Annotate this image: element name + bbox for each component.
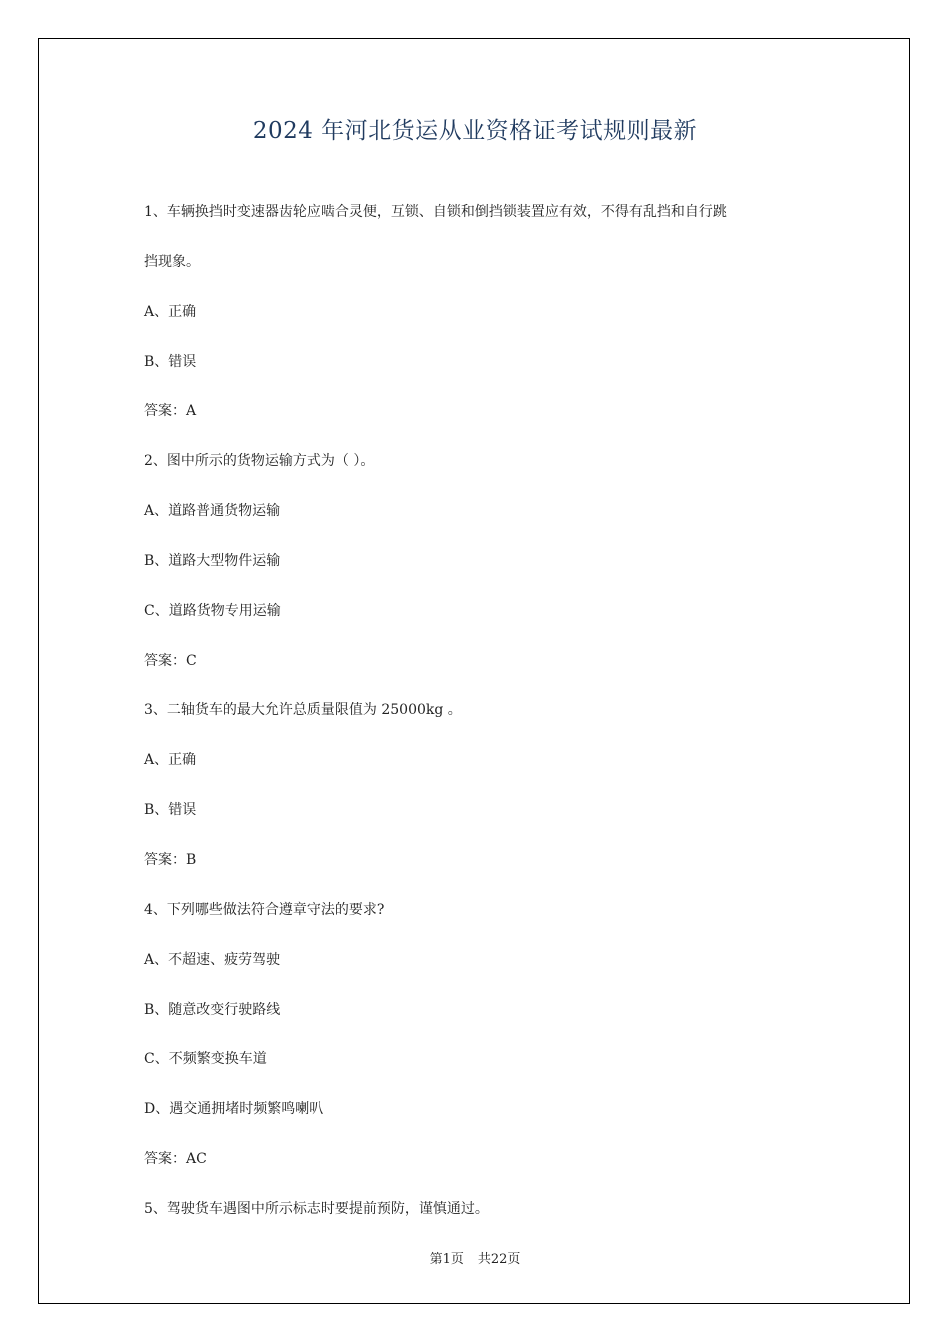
page-total: 共22页: [477, 1252, 521, 1267]
question-5-text: 5、驾驶货车遇图中所示标志时要提前预防，谨慎通过。: [144, 1200, 489, 1217]
question-4-option-c: C、不频繁变换车道: [144, 1051, 267, 1068]
question-4-answer: 答案：AC: [144, 1151, 207, 1168]
question-4-option-b: B、随意改变行驶路线: [144, 1001, 281, 1018]
question-2-answer: 答案：C: [144, 652, 197, 669]
question-2-option-b: B、道路大型物件运输: [144, 552, 281, 569]
page-footer: [0, 1248, 950, 1267]
question-2-option-a: A、道路普通货物运输: [144, 503, 281, 520]
question-4-text: 4、下列哪些做法符合遵章守法的要求?: [144, 901, 385, 918]
question-1-answer: 答案：A: [144, 403, 197, 420]
question-1-text-continued: 挡现象。: [144, 253, 200, 270]
question-3-text: 3、二轴货车的最大允许总质量限值为 25000kg 。: [144, 702, 462, 719]
question-1-option-b: B、错误: [144, 353, 197, 370]
page-number: 第1页: [429, 1252, 464, 1267]
question-list: [144, 197, 824, 1244]
question-2-option-c: C、道路货物专用运输: [144, 602, 281, 619]
question-3-option-a: A、正确: [144, 752, 197, 769]
question-3-option-b: B、错误: [144, 802, 197, 819]
question-2-text: 2、图中所示的货物运输方式为（ ）。: [144, 453, 375, 470]
question-1-text: 1、车辆换挡时变速器齿轮应啮合灵便，互锁、自锁和倒挡锁装置应有效，不得有乱挡和自行跳: [144, 204, 727, 220]
question-1-option-a: A、正确: [144, 303, 197, 320]
question-3-answer: 答案：B: [144, 851, 197, 868]
question-4-option-a: A、不超速、疲劳驾驶: [144, 951, 281, 968]
document-title: 2024 年河北货运从业资格证考试规则最新: [252, 118, 698, 144]
question-4-option-d: D、遇交通拥堵时频繁鸣喇叭: [144, 1101, 324, 1118]
